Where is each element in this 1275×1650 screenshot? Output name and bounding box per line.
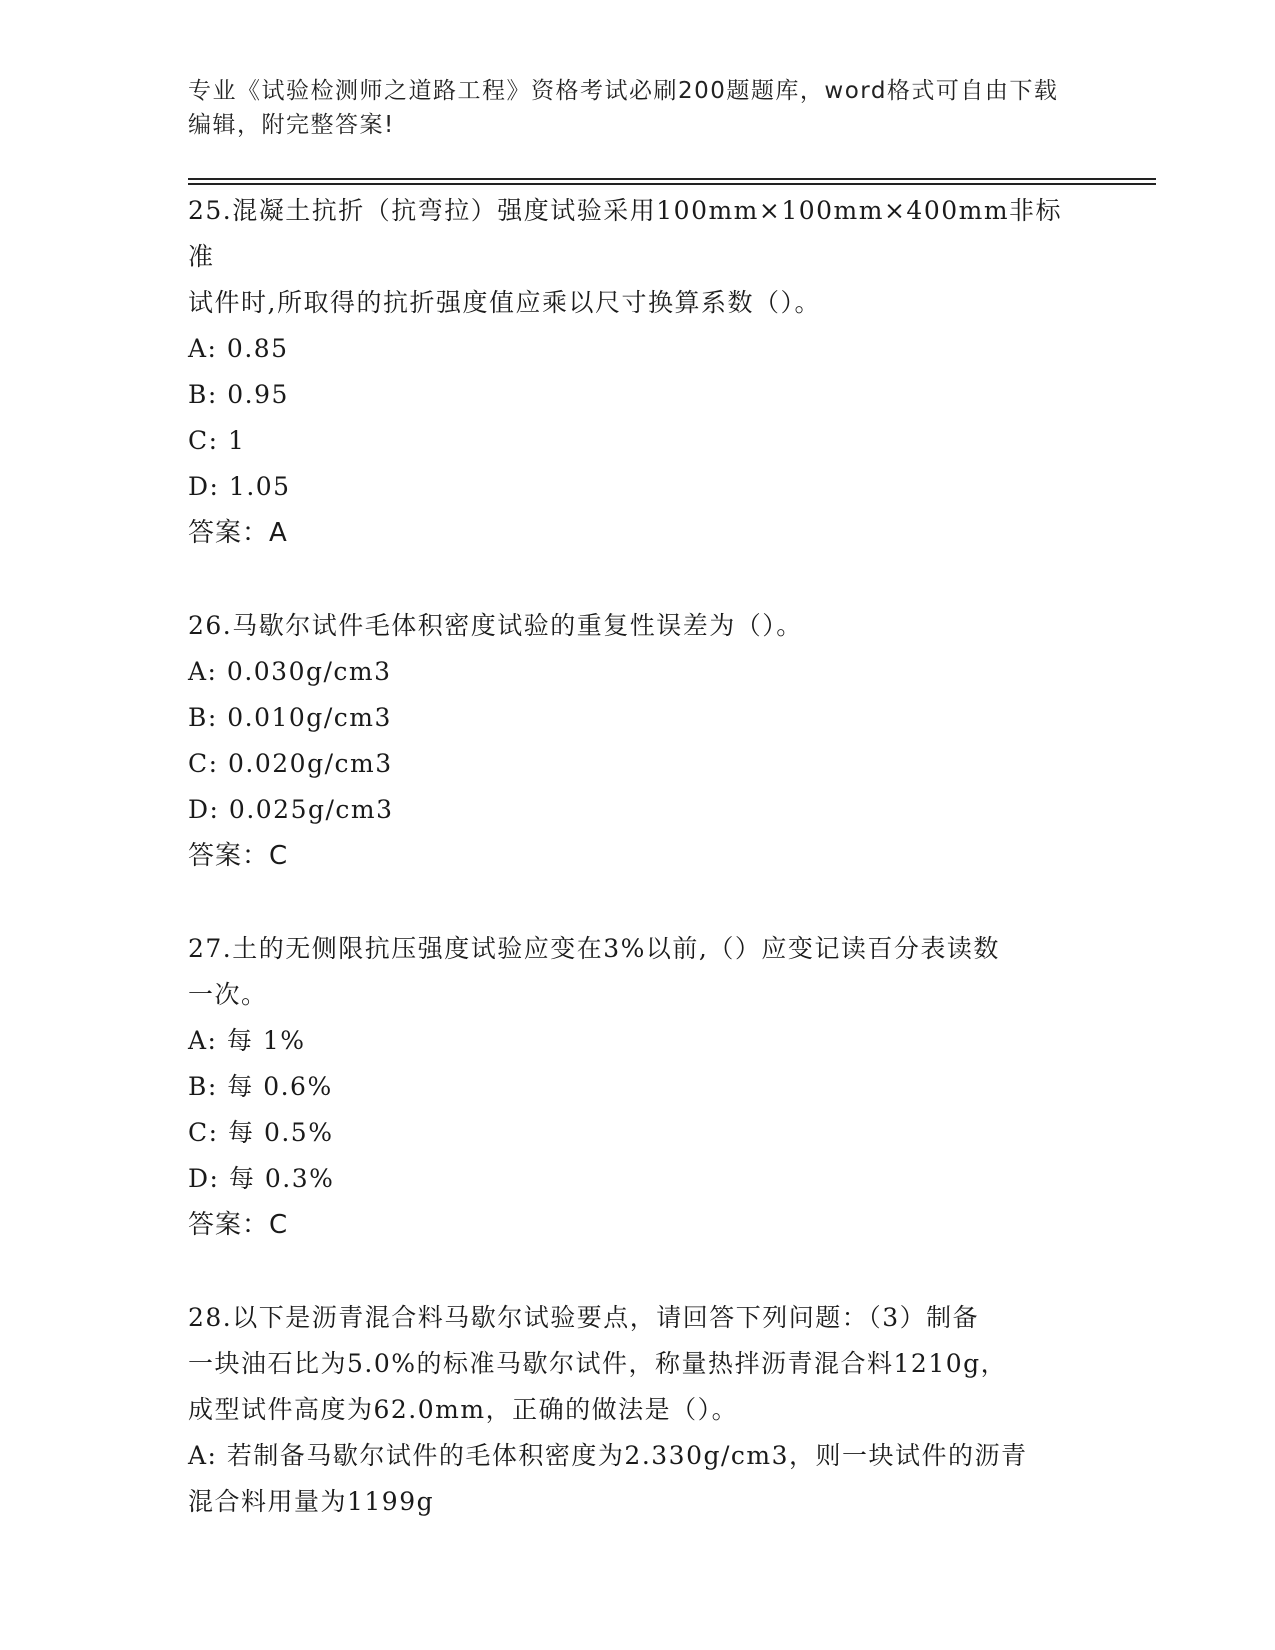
option-c: C: 1 bbox=[188, 426, 246, 455]
question-stem-line: 一次。 bbox=[188, 980, 268, 1009]
option-d: D: 1.05 bbox=[188, 472, 291, 501]
option-c: C: 每 0.5% bbox=[188, 1118, 334, 1147]
question-stem-line: 27.土的无侧限抗压强度试验应变在3%以前,（）应变记读百分表读数 bbox=[188, 934, 1000, 963]
question-stem-line: 25.混凝土抗折（抗弯拉）强度试验采用100mm×100mm×400mm非标准 bbox=[188, 196, 1063, 271]
answer-label: 答案：C bbox=[188, 1210, 289, 1240]
question-stem-line: 成型试件高度为62.0mm，正确的做法是（）。 bbox=[188, 1395, 739, 1424]
question-26 bbox=[188, 603, 1088, 879]
question-stem-line: 26.马歇尔试件毛体积密度试验的重复性误差为（）。 bbox=[188, 611, 803, 640]
header-line: 编辑，附完整答案! bbox=[188, 112, 395, 138]
option-b: B: 0.95 bbox=[188, 380, 289, 409]
option-c: C: 0.020g/cm3 bbox=[188, 749, 393, 778]
question-27 bbox=[188, 926, 1088, 1248]
option-a: A: 若制备马歇尔试件的毛体积密度为2.330g/cm3，则一块试件的沥青 bbox=[188, 1441, 1028, 1470]
question-25 bbox=[188, 188, 1088, 556]
question-28 bbox=[188, 1295, 1088, 1525]
question-list bbox=[188, 188, 1088, 1525]
answer-label: 答案：C bbox=[188, 841, 289, 871]
option-b: B: 每 0.6% bbox=[188, 1072, 333, 1101]
option-a: A: 0.030g/cm3 bbox=[188, 657, 392, 686]
question-stem-line: 一块油石比为5.0%的标准马歇尔试件，称量热拌沥青混合料1210g， bbox=[188, 1349, 1008, 1378]
option-a: A: 每 1% bbox=[188, 1026, 306, 1055]
option-d: D: 每 0.3% bbox=[188, 1164, 335, 1193]
option-b: B: 0.010g/cm3 bbox=[188, 703, 392, 732]
document-header bbox=[188, 74, 1088, 142]
header-line: 专业《试验检测师之道路工程》资格考试必刷200题题库，word格式可自由下载 bbox=[188, 78, 1059, 104]
question-stem-line: 28.以下是沥青混合料马歇尔试验要点，请回答下列问题：（3）制备 bbox=[188, 1303, 980, 1332]
option-a: A: 0.85 bbox=[188, 334, 289, 363]
header-divider bbox=[188, 178, 1156, 185]
question-stem-line: 试件时,所取得的抗折强度值应乘以尺寸换算系数（）。 bbox=[188, 288, 821, 317]
option-d: D: 0.025g/cm3 bbox=[188, 795, 394, 824]
answer-label: 答案：A bbox=[188, 518, 288, 548]
option-a-continued: 混合料用量为1199g bbox=[188, 1487, 435, 1516]
